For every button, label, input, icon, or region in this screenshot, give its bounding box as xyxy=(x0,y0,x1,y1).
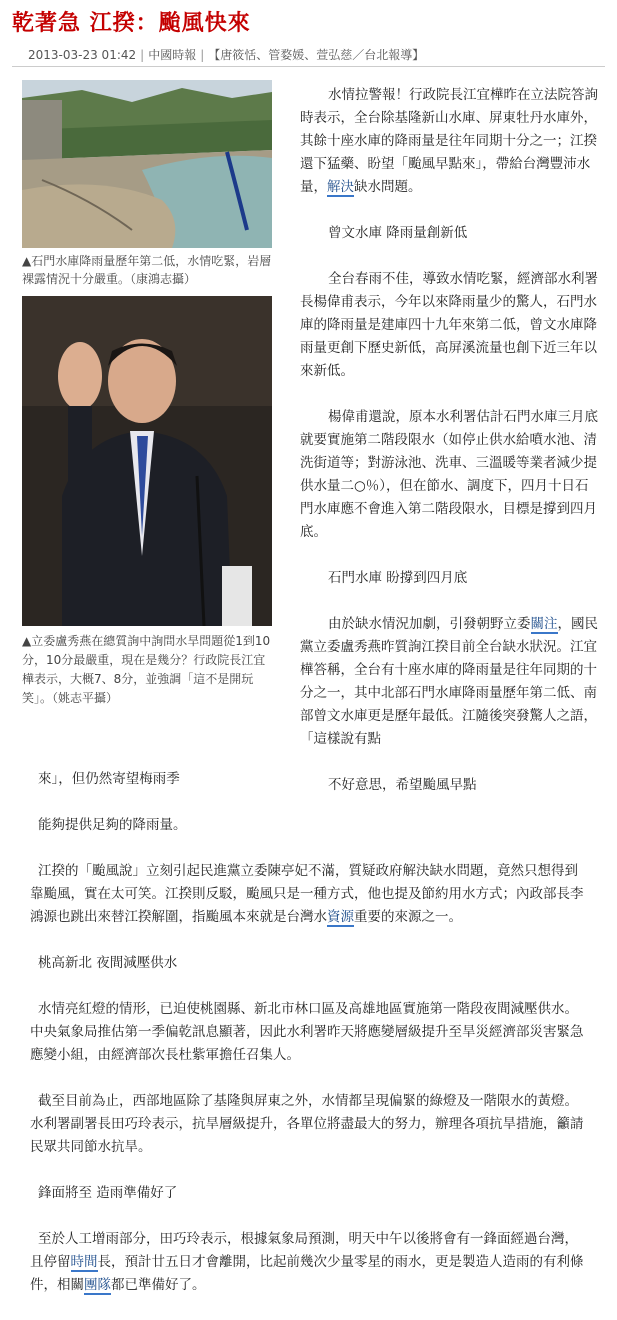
subheading: 曾文水庫 降雨量創新低 xyxy=(328,225,468,241)
paragraph: 不好意思，希望颱風早點 xyxy=(328,777,477,793)
article-body-full xyxy=(30,768,590,1320)
subheading: 石門水庫 盼撐到四月底 xyxy=(328,570,468,586)
article-meta: 2013-03-23 01:42 | 中國時報 | 【唐筱恬、管婺媛、萱弘慈／台北報導】 xyxy=(28,48,425,62)
subheading: 桃高新北 夜間減壓供水 xyxy=(38,955,178,971)
paragraph: 截至目前為止，西部地區除了基隆與屏東之外，水情都呈現偏緊的綠燈及一階限水的黃燈。水利署副署長田巧玲表示，抗旱層級提升，各單位將盡最大的努力，辦理各項抗旱措施，籲請民眾共同節水抗旱。 xyxy=(30,1093,584,1155)
photo1-caption: ▲石門水庫降雨量歷年第二低，水情吃緊，岩層裸露情況十分嚴重。（康鴻志攝） xyxy=(22,254,272,286)
header-divider xyxy=(12,66,605,67)
paragraph: 水情拉警報！行政院長江宜樺昨在立法院答詢時表示，全台除基隆新山水庫、屏東牡丹水庫外，其餘十座水庫的降雨量是往年同期十分之一；江揆還下猛藥、盼望「颱風早點來」，帶給台灣豐沛水量，解決缺水問題。 xyxy=(300,87,598,195)
keyword-link[interactable]: 解決 xyxy=(327,179,354,195)
article-body-right xyxy=(300,84,600,820)
keyword-link[interactable]: 團隊 xyxy=(84,1277,111,1293)
article-authors: 【唐筱恬、管婺媛、萱弘慈／台北報導】 xyxy=(208,48,425,62)
photo-column xyxy=(22,80,272,708)
keyword-link[interactable]: 資源 xyxy=(327,909,354,925)
subheading: 鋒面將至 造雨準備好了 xyxy=(38,1185,178,1201)
keyword-link[interactable]: 關注 xyxy=(530,616,558,632)
article-source[interactable]: 中國時報 xyxy=(148,48,197,62)
paragraph: 江揆的「颱風說」立刻引起民進黨立委陳亭妃不滿，質疑政府解決缺水問題，竟然只想得到靠颱風，實在太可笑。江揆則反駁，颱風只是一種方式，他也提及節約用水方式；內政部長李鴻源也跳出來替江揆解圍，指颱風本來就是台灣水資源重要的來源之一。 xyxy=(30,863,584,925)
paragraph: 楊偉甫還說，原本水利署估計石門水庫三月底就要實施第二階段限水（如停止供水給噴水池、清洗街道等；對游泳池、洗車、三溫暖等業者減少提供水量二○％），但在節水、調度下，四月十日石門水庫應不會進入第二階段限水，目標是撐到四月底。 xyxy=(300,409,598,540)
paragraph: 由於缺水情況加劇，引發朝野立委關注，國民黨立委盧秀燕昨質詢江揆目前全台缺水狀況。江宜樺答稱，全台有十座水庫的降雨量是往年同期的十分之一，其中北部石門水庫降雨量歷年第二低、南部曾文水庫更是歷年最低。江隨後突發驚人之語，「這樣說有點 xyxy=(300,616,598,747)
paragraph: 水情亮紅燈的情形，已迫使桃園縣、新北市林口區及高雄地區實施第一階段夜間減壓供水。中央氣象局推估第一季偏乾訊息顯著，因此水利署昨天將應變層級提升至旱災經濟部災害緊急應變小組，由經濟部次長杜紫軍擔任召集人。 xyxy=(30,1001,584,1063)
paragraph: 能夠提供足夠的降雨量。 xyxy=(38,817,187,833)
article-title: 乾著急 江揆：颱風快來 xyxy=(12,11,251,36)
photo2-caption: ▲立委盧秀燕在總質詢中詢問水旱問題從1到10分，10分最嚴重，現在是幾分？行政院長江宜樺表示，大概7、8分，並強調「這不是開玩笑」。（姚志平攝） xyxy=(22,634,271,705)
keyword-link[interactable]: 時間 xyxy=(70,1254,98,1270)
paragraph: 全台春雨不佳，導致水情吃緊，經濟部水利署長楊偉甫表示，今年以來降雨量少的驚人，石門水庫的降雨量是建庫四十九年來第二低，曾文水庫降雨量更創下歷史新低，高屏溪流量也創下近三年以來新低。 xyxy=(300,271,598,379)
article-date: 2013-03-23 01:42 xyxy=(28,48,137,62)
paragraph: 來」，但仍然寄望梅雨季 xyxy=(38,771,180,787)
reservoir-photo xyxy=(22,80,272,248)
paragraph: 至於人工增雨部分，田巧玲表示，根據氣象局預測，明天中午以後將會有一鋒面經過台灣，且停留時間長，預計廿五日才會離開，比起前幾次少量零星的雨水，更是製造人造雨的有利條件，相關團隊都已準備好了。 xyxy=(30,1231,584,1293)
legislator-photo xyxy=(22,296,272,626)
